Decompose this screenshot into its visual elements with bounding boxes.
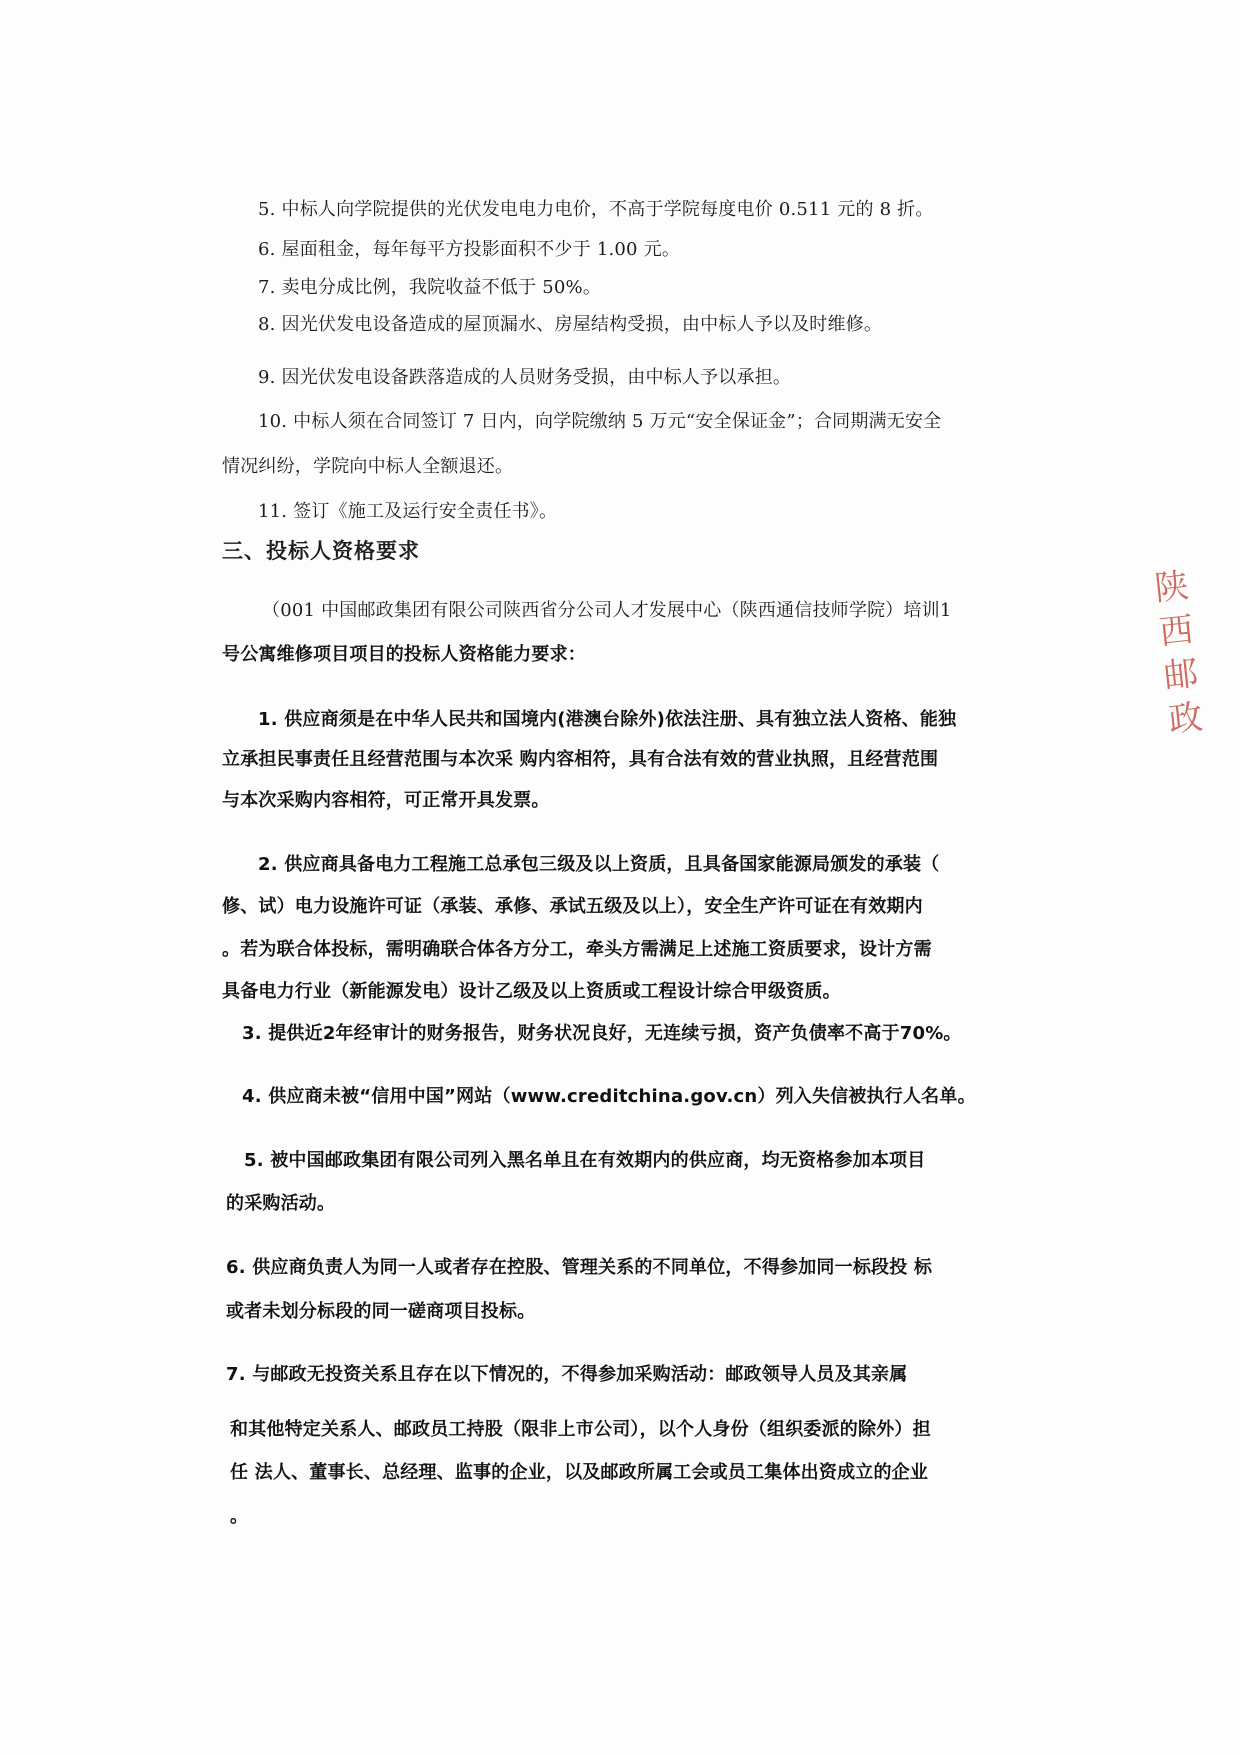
section-title: 三、投标人资格要求 — [222, 539, 420, 563]
req-4: 4. 供应商未被“信用中国”网站（www.creditchina.gov.cn）列入失信被执行人名单。 — [242, 1086, 976, 1107]
req-5-line-1: 5. 被中国邮政集团有限公司列入黑名单且在有效期内的供应商，均无资格参加本项目 — [244, 1150, 926, 1171]
req-2-line-1: 2. 供应商具备电力工程施工总承包三级及以上资质，且具备国家能源局颁发的承装（ — [258, 854, 940, 875]
item-11: 11. 签订《施工及运行安全责任书》。 — [258, 501, 558, 522]
req-1-line-2: 立承担民事责任且经营范围与本次采 购内容相符，具有合法有效的营业执照，且经营范围 — [222, 749, 939, 770]
req-2-line-3: 。若为联合体投标，需明确联合体各方分工，牵头方需满足上述施工资质要求，设计方需 — [222, 939, 932, 960]
req-7-line-3: 任 法人、董事长、总经理、监事的企业，以及邮政所属工会或员工集体出资成立的企业 — [230, 1462, 929, 1483]
item-6: 6. 屋面租金，每年每平方投影面积不少于 1.00 元。 — [258, 239, 681, 260]
intro-line-2: 号公寓维修项目项目的投标人资格能力要求： — [222, 644, 586, 665]
item-10-line-2: 情况纠纷，学院向中标人全额退还。 — [222, 456, 514, 477]
req-7-line-2: 和其他特定关系人、邮政员工持股（限非上市公司），以个人身份（组织委派的除外）担 — [230, 1419, 931, 1440]
req-7-line-1: 7. 与邮政无投资关系且存在以下情况的，不得参加采购活动：邮政领导人员及其亲属 — [226, 1364, 908, 1385]
req-1-line-3: 与本次采购内容相符，可正常开具发票。 — [222, 790, 550, 811]
req-6-line-2: 或者未划分标段的同一磋商项目投标。 — [226, 1301, 536, 1322]
item-7: 7. 卖电分成比例，我院收益不低于 50%。 — [258, 277, 602, 298]
intro-line-1: （001 中国邮政集团有限公司陕西省分公司人才发展中心（陕西通信技师学院）培训1 — [262, 600, 952, 621]
req-2-line-4: 具备电力行业（新能源发电）设计乙级及以上资质或工程设计综合甲级资质。 — [222, 981, 841, 1002]
item-8: 8. 因光伏发电设备造成的屋顶漏水、房屋结构受损，由中标人予以及时维修。 — [258, 314, 883, 335]
req-3: 3. 提供近2年经审计的财务报告，财务状况良好，无连续亏损，资产负债率不高于70%。 — [242, 1023, 962, 1044]
req-2-line-2: 修、试）电力设施许可证（承装、承修、承试五级及以上），安全生产许可证在有效期内 — [222, 896, 923, 917]
req-1-line-1: 1. 供应商须是在中华人民共和国境内(港澳台除外)依法注册、具有独立法人资格、能独 — [258, 709, 957, 730]
item-9: 9. 因光伏发电设备跌落造成的人员财务受损，由中标人予以承担。 — [258, 367, 792, 388]
seal-stamp: 陕西邮政 — [1146, 567, 1205, 747]
req-6-line-1: 6. 供应商负责人为同一人或者存在控股、管理关系的不同单位，不得参加同一标段投 标 — [226, 1257, 933, 1278]
req-5-line-2: 的采购活动。 — [226, 1193, 336, 1214]
item-10-line-1: 10. 中标人须在合同签订 7 日内，向学院缴纳 5 万元“安全保证金”；合同期满无安全 — [258, 411, 942, 432]
req-7-line-4: 。 — [230, 1506, 249, 1527]
item-5: 5. 中标人向学院提供的光伏发电电力电价，不高于学院每度电价 0.511 元的 8 折。 — [258, 199, 934, 220]
